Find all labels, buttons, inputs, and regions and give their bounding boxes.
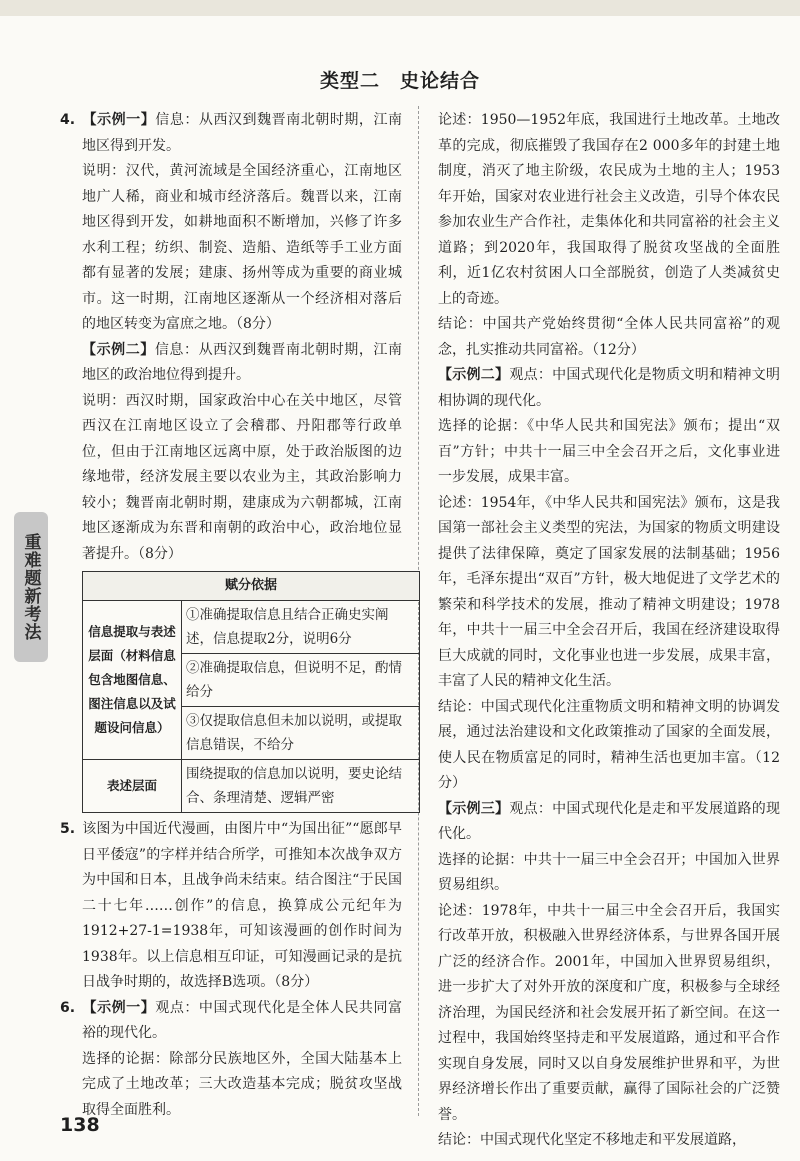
- q4-example2-explain: 说明：西汉时期，国家政治中心在关中地区，尽管西汉在江南地区设立了会稽郡、丹阳郡等行政单位，但由于江南地区远离中原，处于政治版图的边缘地带，经济发展主要以农业为主，其政治影响力较小；魏晋南北朝时期，建康成为六朝都城，江南地区逐渐成为东晋和南朝的政治中心，政治地位显著提升。（8分）: [82, 392, 402, 562]
- q6-example3-view: [438, 797, 780, 848]
- side-tab-label: 重难题新考法: [20, 533, 41, 641]
- top-scan-band: [0, 0, 800, 16]
- q6-example2-view: [438, 363, 780, 414]
- q6-example2-tag: 【示例二】: [438, 367, 510, 383]
- scoring-row-3: ③仅提取信息但未加以说明，或提取信息错误，不给分: [182, 707, 420, 760]
- scoring-row-2: ②准确提取信息，但说明不足，酌情给分: [182, 654, 420, 707]
- q4-example1-tag: 【示例一】: [82, 112, 156, 128]
- q6-example1-view: [60, 996, 402, 1047]
- q4-example2-info: [60, 338, 402, 389]
- section-title-text: 史论结合: [400, 70, 481, 92]
- q6-example2-view-text: 观点：中国式现代化是物质文明和精神文明相协调的现代化。: [438, 367, 781, 409]
- q6-example1-discussion: 论述：1950—1952年底，我国进行土地改革。土地改革的完成，彻底摧毁了我国存在2 000多年的封建土地制度，消灭了地主阶级，农民成为土地的主人；1953年开始，国家对农业进行社会主义改造，引导个体农民参加农业生产合作社，走集体化和共同富裕的社会主义道路；到2020年，我国取得了脱贫攻坚战的全面胜利，近1亿农村贫困人口全部脱贫，创造了人类减贫史上的奇迹。: [438, 112, 780, 307]
- q6-example3-view-text: 观点：中国式现代化是走和平发展道路的现代化。: [438, 800, 781, 842]
- scoring-row-1: ①准确提取信息且结合正确史实阐述，信息提取2分，说明6分: [182, 601, 420, 654]
- q4-number: 4.: [60, 112, 76, 128]
- q6-number: 6.: [60, 999, 76, 1016]
- q6-example1-conclusion: 结论：中国共产党始终贯彻“全体人民共同富裕”的观念，扎实推动共同富裕。（12分）: [438, 316, 780, 358]
- q6-example2-discussion: 论述：1954年，《中华人民共和国宪法》颁布，这是我国第一部社会主义类型的宪法，为国家的物质文明建设提供了法律保障，奠定了国家发展的法制基础；1956年，毛泽东提出“双百”方针，极大地促进了文学艺术的繁荣和科学技术的发展，推动了精神文明建设；1978年，中共十一届三中全会召开后，我国在经济建设取得巨大成就的同时，文化事业也进一步发展，成果丰富，丰富了人民的精神文化生活。: [438, 494, 780, 689]
- section-type-label: 类型二: [319, 70, 380, 92]
- scoring-group2-label: 表述层面: [83, 760, 182, 813]
- q6-example2-args: 选择的论据：《中华人民共和国宪法》颁布；提出“双百”方针；中共十一届三中全会召开之后，文化事业进一步发展，成果丰富。: [438, 418, 780, 485]
- scoring-table-header: 赋分依据: [83, 572, 420, 601]
- page-number: 138: [60, 1114, 100, 1136]
- q6-example3-args: 选择的论据：中共十一届三中全会召开；中国加入世界贸易组织。: [438, 851, 780, 893]
- q6-example1-args: 选择的论据：除部分民族地区外，全国大陆基本上完成了土地改革；三大改造基本完成；脱贫攻坚战取得全面胜利。: [82, 1050, 402, 1118]
- right-column: [438, 108, 780, 1154]
- q5-answer: [60, 817, 402, 996]
- q6-example1-view-text: 观点：中国式现代化是全体人民共同富裕的现代化。: [82, 999, 403, 1041]
- q4-example1-explain: 说明：汉代，黄河流域是全国经济重心，江南地区地广人稀，商业和城市经济落后。魏晋以来，江南地区得到开发，如耕地面积不断增加，兴修了许多水利工程；纺织、制瓷、造船、造纸等手工业方面都有显著的发展；建康、扬州等成为重要的商业城市。这一时期，江南地区逐渐从一个经济相对落后的地区转变为富庶之地。（8分）: [82, 163, 402, 332]
- q5-number: 5.: [60, 821, 76, 837]
- q4-example1-info-text: 信息：从西汉到魏晋南北朝时期，江南地区得到开发。: [82, 112, 403, 154]
- q6-example3-conclusion: 结论：中国式现代化坚定不移地走和平发展道路，: [438, 1132, 746, 1148]
- q4-example2-info-text: 信息：从西汉到魏晋南北朝时期，江南地区的政治地位得到提升。: [82, 341, 403, 383]
- q6-example2-conclusion: 结论：中国式现代化注重物质文明和精神文明的协调发展，通过法治建设和文化政策推动了国家的全面发展，使人民在物质富足的同时，精神生活也更加丰富。（12分）: [438, 698, 780, 791]
- scoring-table-wrap: [60, 571, 402, 813]
- q4-example2-tag: 【示例二】: [82, 341, 155, 358]
- side-tab: [14, 512, 48, 662]
- section-title: [0, 66, 800, 93]
- q6-example1-tag: 【示例一】: [82, 999, 156, 1016]
- q6-example3-tag: 【示例三】: [438, 800, 510, 817]
- scoring-table: [82, 571, 420, 813]
- left-column: [60, 108, 402, 1123]
- q6-example3-discussion: 论述：1978年，中共十一届三中全会召开后，我国实行改革开放，积极融入世界经济体系，与世界各国开展广泛的经济合作。2001年，中国加入世界贸易组织，进一步扩大了对外开放的深度和广度，积极参与全球经济治理，为国民经济和社会发展开拓了新空间。在这一过程中，我国始终坚持走和平发展道路，通过和平合作实现自身发展，同时又以自身发展维护世界和平，为世界经济增长作出了重要贡献，赢得了国际社会的广泛赞誉。: [438, 902, 780, 1123]
- q4-example1-info: [60, 108, 402, 159]
- q5-text: 该图为中国近代漫画，由图片中“为国出征”“愿郎早日平倭寇”的字样并结合所学，可推知本次战争双方为中国和日本，且战争尚未结束。结合图注“于民国二十七年……创作”的信息，换算成公元纪年为1912+27-1=1938年，可知该漫画的创作时间为1938年。以上信息相互印证，可知漫画记录的是抗日战争时期的，故选择B选项。（8分）: [82, 821, 402, 990]
- scoring-row-4: 围绕提取的信息加以说明，要史论结合、条理清楚、逻辑严密: [182, 760, 420, 813]
- scoring-group1-label: 信息提取与表述层面（材料信息包含地图信息、图注信息以及试题设问信息）: [83, 601, 182, 760]
